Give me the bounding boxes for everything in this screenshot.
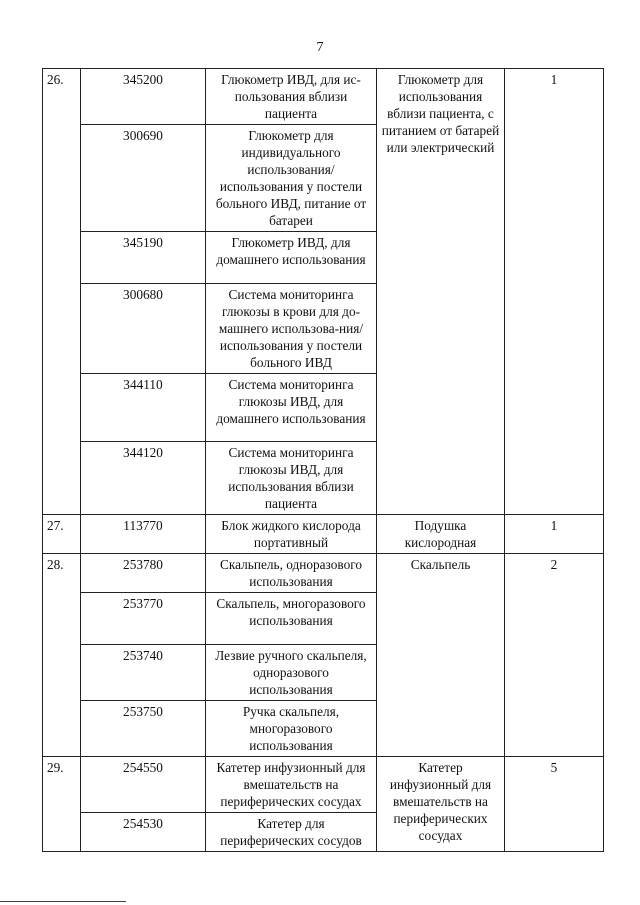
item-code: 253750 (81, 701, 206, 757)
item-name: Система мониторинга глюкозы ИВД, для домашнего использования (206, 374, 377, 442)
item-code: 113770 (81, 515, 206, 554)
item-code: 253780 (81, 554, 206, 593)
item-name: Глюкометр ИВД, для ис-пользования вблизи пациента (206, 69, 377, 125)
item-name: Скальпель, одноразового использования (206, 554, 377, 593)
quantity: 2 (505, 554, 604, 757)
table-row (43, 554, 604, 593)
quantity: 1 (505, 69, 604, 515)
group-name: Подушка кислородная (377, 515, 505, 554)
row-number: 28. (43, 554, 81, 757)
item-name: Катетер для периферических сосудов (206, 813, 377, 852)
item-name: Катетер инфузионный для вмешательств на периферических сосудах (206, 757, 377, 813)
item-name: Система мониторинга глюкозы ИВД, для использования вблизи пациента (206, 442, 377, 515)
item-name: Система мониторинга глюкозы в крови для до-машнего использова-ния/использования у постели больного ИВД (206, 284, 377, 374)
item-code: 254530 (81, 813, 206, 852)
item-name: Скальпель, многоразового использования (206, 593, 377, 645)
item-code: 344120 (81, 442, 206, 515)
item-code: 254550 (81, 757, 206, 813)
item-code: 253770 (81, 593, 206, 645)
equipment-table (42, 68, 604, 852)
item-code: 345190 (81, 232, 206, 284)
group-name: Катетер инфузионный для вмешательств на периферических сосудах (377, 757, 505, 852)
item-name: Лезвие ручного скальпеля, одноразового использования (206, 645, 377, 701)
item-name: Глюкометр для индивидуального использования/ использования у постели больного ИВД, питание от батареи (206, 125, 377, 232)
item-code: 300690 (81, 125, 206, 232)
table-row (43, 757, 604, 813)
table-row (43, 69, 604, 125)
item-code: 344110 (81, 374, 206, 442)
page-number: 7 (316, 40, 324, 55)
table-row (43, 515, 604, 554)
row-number: 29. (43, 757, 81, 852)
group-name: Скальпель (377, 554, 505, 757)
item-code: 253740 (81, 645, 206, 701)
footnote-divider (0, 901, 126, 902)
item-name: Ручка скальпеля, многоразового использования (206, 701, 377, 757)
row-number: 27. (43, 515, 81, 554)
quantity: 1 (505, 515, 604, 554)
item-code: 300680 (81, 284, 206, 374)
group-name: Глюкометр для использования вблизи пациента, с питанием от батарей или электрический (377, 69, 505, 515)
quantity: 5 (505, 757, 604, 852)
item-name: Глюкометр ИВД, для домашнего использования (206, 232, 377, 284)
item-name: Блок жидкого кислорода портативный (206, 515, 377, 554)
item-code: 345200 (81, 69, 206, 125)
row-number: 26. (43, 69, 81, 515)
